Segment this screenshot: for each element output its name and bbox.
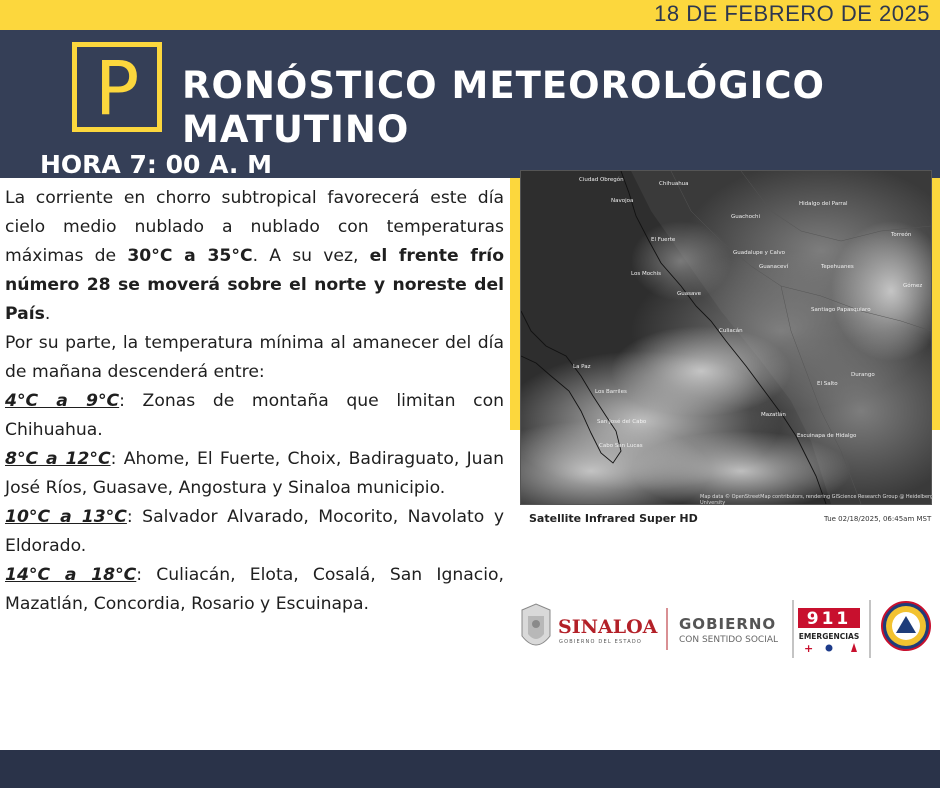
footer-bar bbox=[0, 750, 940, 788]
map-label: Ciudad Obregón bbox=[579, 177, 624, 183]
civil-protection-logo bbox=[882, 602, 930, 650]
sinaloa-logo-subtext: GOBIERNO DEL ESTADO bbox=[559, 639, 643, 645]
map-label: Navojoa bbox=[611, 198, 634, 204]
range-label: 10°C a 13°C bbox=[5, 507, 127, 527]
sinaloa-logo-text: SINALOA bbox=[558, 616, 658, 638]
cold-front-note: el frente frío número 28 se moverá sobre el norte y noreste del País bbox=[5, 246, 505, 324]
forecast-text-1b: . A su vez, bbox=[252, 246, 370, 266]
map-label: Cabo San Lucas bbox=[599, 443, 643, 449]
map-label: Guasave bbox=[677, 291, 701, 297]
map-label: El Fuerte bbox=[651, 237, 676, 243]
range-places: : Salvador Alvarado, Mocorito, Navolato y Eldorado. bbox=[5, 507, 504, 556]
map-label: Los Mochis bbox=[631, 271, 661, 277]
sinaloa-shield-icon bbox=[522, 604, 550, 645]
map-label: Durango bbox=[851, 372, 875, 378]
map-label: Hidalgo del Parral bbox=[799, 201, 848, 207]
forecast-text bbox=[5, 184, 504, 619]
medical-cross-icon: + bbox=[804, 642, 814, 655]
range-item bbox=[5, 445, 504, 503]
range-label: 4°C a 9°C bbox=[5, 391, 120, 411]
map-label: Tepehuanes bbox=[821, 264, 854, 270]
map-label: Santiago Papasquiaro bbox=[811, 307, 871, 313]
police-icon bbox=[826, 645, 833, 652]
map-label: Torreón bbox=[891, 232, 912, 238]
range-item bbox=[5, 503, 504, 561]
range-label: 14°C a 18°C bbox=[5, 565, 137, 585]
top-date-bar bbox=[0, 0, 940, 30]
map-label: Escuinapa de Hidalgo bbox=[797, 433, 857, 439]
logos bbox=[518, 596, 940, 664]
forecast-text-1a: La corriente en chorro subtropical favorecerá este día cielo medio nublado a nublado con temperaturas máximas de bbox=[5, 188, 504, 266]
map-label: Gómez bbox=[903, 283, 923, 289]
forecast-paragraph-1 bbox=[5, 184, 504, 329]
forecast-text-1c: . bbox=[44, 304, 51, 324]
map-label: El Salto bbox=[817, 381, 838, 387]
emergency-911-logo bbox=[798, 608, 860, 655]
page-title bbox=[182, 64, 922, 152]
range-places: : Ahome, El Fuerte, Choix, Badiraguato, Juan José Ríos, Guasave, Angostura y Sinaloa municipio. bbox=[5, 449, 505, 498]
satellite-caption: Satellite Infrared Super HD bbox=[529, 512, 698, 525]
emergencias-label: EMERGENCIAS bbox=[798, 632, 860, 641]
title-line-2: MATUTINO bbox=[182, 108, 410, 151]
number-911: 911 bbox=[806, 609, 852, 629]
gobierno-logo-text: GOBIERNO bbox=[679, 615, 777, 633]
map-label: Culiacán bbox=[719, 328, 743, 334]
range-item bbox=[5, 387, 504, 445]
map-label: Guachochi bbox=[731, 214, 761, 220]
satellite-image bbox=[520, 170, 932, 505]
range-places: : Zonas de montaña que limitan con Chihuahua. bbox=[5, 391, 505, 440]
range-label: 8°C a 12°C bbox=[5, 449, 111, 469]
map-label: San José del Cabo bbox=[597, 419, 647, 425]
gobierno-logo-subtext: CON SENTIDO SOCIAL bbox=[679, 635, 779, 645]
logos-strip bbox=[518, 596, 940, 664]
satellite-map bbox=[521, 171, 931, 504]
satellite-timestamp: Tue 02/18/2025, 06:45am MST bbox=[824, 515, 932, 523]
satellite-credit: Map data © OpenStreetMap contributors, rendering GIScience Research Group @ Heidelberg University bbox=[700, 494, 934, 506]
report-time: HORA 7: 00 A. M bbox=[40, 150, 272, 179]
map-label: Guanaceví bbox=[759, 264, 789, 270]
map-label: Chihuahua bbox=[659, 181, 689, 187]
range-item bbox=[5, 561, 504, 619]
title-initial-box bbox=[72, 42, 162, 132]
forecast-paragraph-2: Por su parte, la temperatura mínima al amanecer del día de mañana descenderá entre: bbox=[5, 333, 504, 382]
title-initial: P bbox=[94, 46, 140, 132]
report-date: 18 DE FEBRERO DE 2025 bbox=[654, 1, 930, 26]
fire-icon bbox=[851, 643, 857, 652]
max-temp-range: 30°C a 35°C bbox=[127, 246, 253, 266]
map-label: La Paz bbox=[573, 364, 591, 370]
range-places: : Culiacán, Elota, Cosalá, San Ignacio, Mazatlán, Concordia, Rosario y Escuinapa. bbox=[5, 565, 504, 614]
map-label: Mazatlán bbox=[761, 412, 786, 418]
map-label: Los Barriles bbox=[595, 389, 627, 395]
title-line-1: RONÓSTICO METEOROLÓGICO bbox=[182, 64, 825, 107]
map-label: Guadalupe y Calvo bbox=[733, 250, 785, 256]
